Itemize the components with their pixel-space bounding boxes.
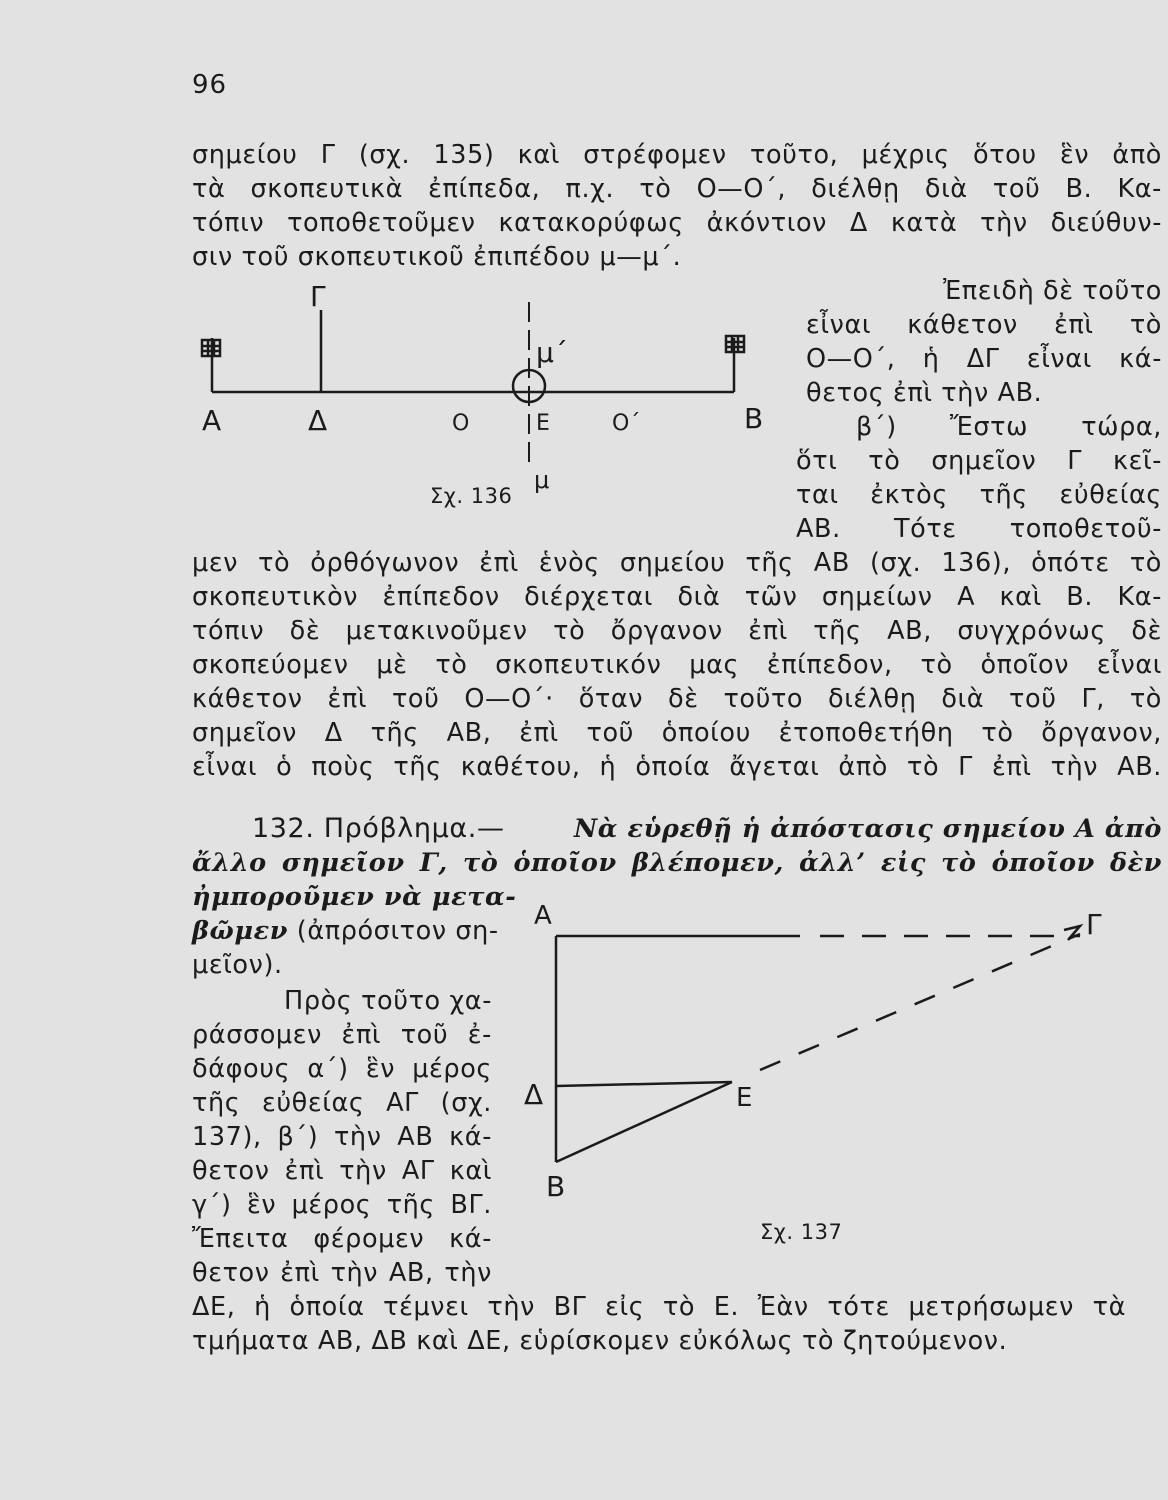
para3-left-line-5: 137), β΄) τὴν ΑΒ κά- (192, 1122, 492, 1152)
para1-line-2: τὰ σκοπευτικὰ ἐπίπεδα, π.χ. τὸ Ο—Ο΄, διέλθῃ διὰ τοῦ Β. Κα- (192, 174, 1162, 204)
fig137-label-b: Β (546, 1170, 566, 1203)
para1-line-1: σημείου Γ (σχ. 135) καὶ στρέφομεν τοῦτο, μέχρις ὅτου ἓν ἀπὸ (192, 140, 1162, 170)
line-eg-dashed (760, 934, 1080, 1070)
para2-right-line-5: β΄) Ἔστω τώρα, (856, 412, 1162, 442)
para3-left-line-9: θετον ἐπὶ τὴν ΑΒ, τὴν (192, 1258, 492, 1288)
para2-right-line-6: ὅτι τὸ σημεῖον Γ κεῖ- (796, 446, 1162, 476)
fig136-label-g: Γ (310, 280, 326, 313)
figure-137 (520, 900, 1140, 1210)
problem-statement-2: ἄλλο σημεῖον Γ, τὸ ὁποῖον βλέπομεν, ἀλλ’ εἰς τὸ ὁποῖον δὲν (192, 848, 1162, 878)
fig136-label-mu-top: μ΄ (536, 336, 568, 369)
problem-statement-5: μεῖον). (192, 950, 283, 980)
para3-left-line-7: γ΄) ἓν μέρος τῆς ΒΓ. (192, 1190, 492, 1220)
para2-line-7: εἶναι ὁ ποὺς τῆς καθέτου, ἡ ὁποία ἄγεται ἀπὸ τὸ Γ ἐπὶ τὴν ΑΒ. (192, 752, 1162, 782)
para3-left-line-6: θετον ἐπὶ τὴν ΑΓ καὶ (192, 1156, 492, 1186)
para3-line-1: ΔΕ, ἡ ὁποία τέμνει τὴν ΒΓ εἰς τὸ Ε. Ἐὰν τότε μετρήσωμεν τὰ (192, 1292, 1126, 1322)
fig137-label-g: Γ (1086, 908, 1102, 941)
para1-line-4: σιν τοῦ σκοπευτικοῦ ἐπιπέδου μ—μ΄. (192, 242, 682, 272)
para3-left-line-8: Ἔπειτα φέρομεν κά- (192, 1224, 492, 1254)
para2-right-line-4: θετος ἐπὶ τὴν ΑΒ. (806, 378, 1043, 408)
problem-statement-3: ἠμποροῦμεν νὰ μετα- (192, 882, 517, 912)
fig136-label-o2: Ο΄ (612, 411, 641, 436)
para3-left-line-1: Πρὸς τοῦτο χα- (284, 986, 492, 1016)
fig136-label-e: Ε (536, 411, 550, 436)
fig136-label-d: Δ (308, 404, 328, 437)
line-be (556, 1082, 732, 1162)
fig137-caption: Σχ. 137 (760, 1220, 843, 1244)
para3-left-line-3: δάφους α΄) ἓν μέρος (192, 1054, 492, 1084)
para2-line-1: μεν τὸ ὀρθόγωνον ἐπὶ ἑνὸς σημείου τῆς ΑΒ (σχ. 136), ὁπότε τὸ (192, 548, 1162, 578)
problem-heading-line (252, 812, 1162, 846)
para2-right-line-8: ΑΒ. Τότε τοποθετοῦ- (796, 514, 1162, 544)
figure-136 (190, 280, 790, 500)
para2-line-6: σημεῖον Δ τῆς ΑΒ, ἐπὶ τοῦ ὁποίου ἐτοποθετήθη τὸ ὄργανον, (192, 718, 1162, 748)
para3-left-line-2: ράσσομεν ἐπὶ τοῦ ἐ- (192, 1020, 492, 1050)
fig136-caption: Σχ. 136 (430, 484, 513, 508)
fig136-label-o: Ο (452, 411, 470, 436)
para2-right-line-2: εἶναι κάθετον ἐπὶ τὸ (806, 310, 1162, 340)
problem-title: Πρόβλημα.— (323, 813, 505, 844)
problem-statement-4 (192, 914, 499, 948)
problem-statement-4-rest: (ἀπρόσιτον ση- (288, 916, 499, 946)
problem-number-title (252, 812, 505, 846)
page-number: 96 (192, 70, 228, 100)
problem-statement-1: Νὰ εὑρεθῇ ἡ ἀπόστασις σημείου Α ἀπὸ (573, 814, 1162, 844)
fig137-label-d: Δ (524, 1078, 544, 1111)
para2-line-5: κάθετον ἐπὶ τοῦ Ο—Ο΄· ὅταν δὲ τοῦτο διέλθῃ διὰ τοῦ Γ, τὸ (192, 684, 1162, 714)
para2-right-line-7: ται ἐκτὸς τῆς εὐθείας (796, 480, 1162, 510)
para2-line-2: σκοπευτικὸν ἐπίπεδον διέρχεται διὰ τῶν σημείων Α καὶ Β. Κα- (192, 582, 1162, 612)
fig136-label-a: Α (202, 404, 222, 437)
line-de (556, 1082, 732, 1086)
para2-line-4: σκοπεύομεν μὲ τὸ σκοπευτικόν μας ἐπίπεδον, τὸ ὁποῖον εἶναι (192, 650, 1162, 680)
problem-statement-4-bold: βῶμεν (192, 916, 289, 946)
fig137-label-e: Ε (736, 1083, 753, 1113)
problem-number: 132. (252, 813, 315, 844)
para3-line-2: τμήματα ΑΒ, ΔΒ καὶ ΔΕ, εὑρίσκομεν εὐκόλως τὸ ζητούμενον. (192, 1326, 1008, 1356)
para2-right-line-3: Ο—Ο΄, ἡ ΔΓ εἶναι κά- (806, 344, 1162, 374)
fig136-label-mu-bottom: μ (534, 466, 550, 494)
para1-line-3: τόπιν τοποθετοῦμεν κατακορύφως ἀκόντιον Δ κατὰ τὴν διεύθυν- (192, 208, 1162, 238)
para2-line-3: τόπιν δὲ μετακινοῦμεν τὸ ὄργανον ἐπὶ τῆς ΑΒ, συγχρόνως δὲ (192, 616, 1162, 646)
fig136-label-b: Β (744, 402, 764, 435)
fig137-label-a: Α (534, 901, 552, 931)
para2-right-line-1: Ἐπειδὴ δὲ τοῦτο (943, 276, 1162, 306)
para3-left-line-4: τῆς εὐθείας ΑΓ (σχ. (192, 1088, 492, 1118)
